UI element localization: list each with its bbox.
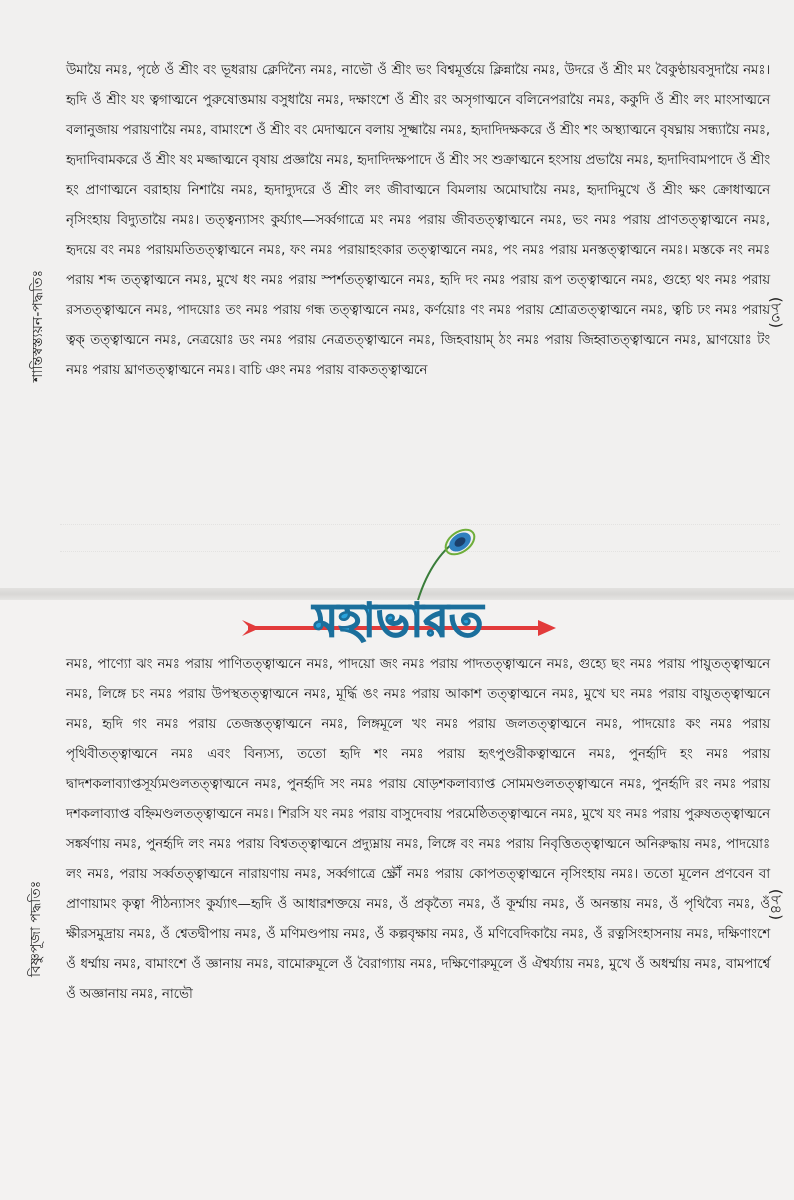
bottom-side-title: বিষ্ণুপূজা পদ্ধতিঃ (28, 880, 44, 977)
bottom-body-text: নমঃ, পাণ্যো ঝং নমঃ পরায় পাণিতত্ত্বাত্মনে নমঃ, পাদয়ো জং নমঃ পরায় পাদতত্ত্বাত্মনে নমঃ, গুহ্যে ছং নমঃ পরায় পায়ুতত্ত্বাত্মনে নমঃ, লিঙ্গে চং নমঃ পরায় উপস্থতত্ত্বাত্মনে নমঃ, মূর্দ্ধি ঙং নমঃ পরায় আকাশ তত্ত্বাত্মনে নমঃ, মুখে ঘং নমঃ পরায় বায়ুতত্ত্বাত্মনে নমঃ, হৃদি গং নমঃ পরায় তেজস্তত্ত্বাত্মনে নমঃ, লিঙ্গমূলে খং নমঃ পরায় জলতত্ত্বাত্মনে নমঃ, পাদয়োঃ কং নমঃ পরায় পৃথিবীতত্ত্বাত্মনে নমঃ এবং বিন্যস্য, ততো হৃদি শং নমঃ পরায় হৃৎপুণ্ডরীকত্বাত্মনে নমঃ, পুনর্হৃদি হং নমঃ পরায় দ্বাদশকলাব্যাপ্তসূর্য্যমণ্ডলতত্ত্বাত্মনে নমঃ, পুনর্হৃদি সং নমঃ পরায় ষোড়শকলাব্যাপ্ত সোমমণ্ডলতত্ত্বাত্মনে নমঃ, পুনর্হৃদি রং নমঃ পরায় দশকলাব্যাপ্ত বহ্নিমণ্ডলতত্ত্বাত্মনে নমঃ। শিরসি যং নমঃ পরায় বাসুদেবায় পরমেষ্ঠিতত্ত্বাত্মনে নমঃ, মুখে যং নমঃ পরায় পুরুষতত্ত্বাত্মনে সঙ্কর্ষণায় নমঃ, পুনর্হৃদি লং নমঃ পরায় বিশ্বতত্ত্বাত্মনে প্রদ্যুম্নায় নমঃ, লিঙ্গে বং নমঃ পরায় নিবৃত্তিতত্ত্বাত্মনে অনিরুদ্ধায় নমঃ, পাদয়োঃ লং নমঃ, পরায় সর্ব্বতত্ত্বাত্মনে নারায়ণায় নমঃ, সর্ব্বগাত্রে ক্ষ্রৌঁ নমঃ পরায় কোপতত্ত্বাত্মনে নৃসিংহায় নমঃ। ততো মূলেন প্রণবেন বা প্রাণায়ামং কৃত্বা পীঠন্যাসং কুর্য্যাৎ—হৃদি ওঁ আধারশক্তয়ে নমঃ, ওঁ প্রকৃত্যৈ নমঃ, ওঁ কূর্ম্মায় নমঃ, ওঁ অনন্তায় নমঃ, ওঁ পৃথিব্যৈ নমঃ, ওঁ ক্ষীরসমুদ্রায় নমঃ, ওঁ শ্বেতদ্বীপায় নমঃ, ওঁ মণিমণ্ডপায় নমঃ, ওঁ কল্পবৃক্ষায় নমঃ, ওঁ মণিবেদিকায়ৈ নমঃ, ওঁ রত্নসিংহাসনায় নমঃ, দক্ষিণাংশে ওঁ ধর্ম্মায় নমঃ, বামাংশে ওঁ জ্ঞানায় নমঃ, বামোরুমূলে ওঁ বৈরাগ্যায় নমঃ, দক্ষিণোরুমূলে ওঁ ঐশ্বর্য্যায় নমঃ, মুখে ওঁ অধর্ম্মায় নমঃ, বামপার্শ্বে ওঁ অজ্ঞানায় নমঃ, নাভৌ (66, 657, 770, 1002)
top-page-number: (৮৩) (766, 296, 785, 329)
top-body-text: উমায়ৈ নমঃ, পৃষ্ঠে ওঁ শ্রীং বং ভূধরায় ক্লেদিন্যৈ নমঃ, নাভৌ ওঁ শ্রীং ভং বিশ্বমূর্ত্তয়ে ক্লিন্নায়ৈ নমঃ, উদরে ওঁ শ্রীং মং বৈকুণ্ঠায়বসুদায়ৈ নমঃ। হৃদি ওঁ শ্রীং যং ত্বগাত্মনে পুরুষোত্তমায় বসুধায়ৈ নমঃ, দক্ষাংশে ওঁ শ্রীং রং অসৃগাত্মনে বলিনেপরায়ৈ নমঃ, ককুদি ওঁ শ্রীং লং মাংসাত্মনে বলানুজায় পরায়ণায়ৈ নমঃ, বামাংশে ওঁ শ্রীং বং মেদাত্মনে বলায় সূক্ষ্মায়ৈ নমঃ, হৃদাদিদক্ষকরে ওঁ শ্রীং শং অস্থ্যাত্মনে বৃষঘ্নায় সন্ধ্যায়ৈ নমঃ, হৃদাদিবামকরে ওঁ শ্রীং ষং মজ্জাত্মনে বৃষায় প্রজ্ঞায়ৈ নমঃ, হৃদাদিদক্ষপাদে ওঁ শ্রীং সং শুক্রাত্মনে হংসায় প্রভায়ৈ নমঃ, হৃদাদিবামপাদে ওঁ শ্রীং হং প্রাণাত্মনে বরাহায় নিশায়ৈ নমঃ, হৃদাদ্যুদরে ওঁ শ্রীং লং জীবাত্মনে বিমলায় অমোঘায়ৈ নমঃ, হৃদাদিমুখে ওঁ শ্রীং ক্ষং ক্রোধাত্মনে নৃসিংহায় বিদ্যুতায়ৈ নমঃ। তত্ত্বন্যাসং কুর্য্যাৎ—সর্ব্বগাত্রে মং নমঃ পরায় জীবতত্ত্বাত্মনে নমঃ, ভং নমঃ পরায় প্রাণতত্ত্বাত্মনে নমঃ, হৃদয়ে বং নমঃ পরায়মতিতত্ত্বাত্মনে নমঃ, ফং নমঃ পরায়াহংকার তত্ত্বাত্মনে নমঃ, পং নমঃ পরায় মনস্তত্ত্বাত্মনে নমঃ। মস্তকে নং নমঃ পরায় শব্দ তত্ত্বাত্মনে নমঃ, মুখে ধং নমঃ পরায় স্পর্শতত্ত্বাত্মনে নমঃ, হৃদি দং নমঃ পরায় রূপ তত্ত্বাত্মনে নমঃ, গুহ্যে থং নমঃ পরায় রসতত্ত্বাত্মনে নমঃ, পাদয়োঃ তং নমঃ পরায় গন্ধ তত্ত্বাত্মনে নমঃ, কর্ণয়োঃ ণং নমঃ পরায় শ্রোত্রতত্ত্বাত্মনে নমঃ, ত্বচি ঢং নমঃ পরায় ত্বক্ তত্ত্বাত্মনে নমঃ, নেত্রয়োঃ ডং নমঃ পরায় নেত্রতত্ত্বাত্মনে নমঃ, জিহবায়াম্ ঠং নমঃ পরায় জিহ্বাতত্ত্বাত্মনে নমঃ, ঘ্রাণয়োঃ টং নমঃ পরায় ঘ্রাণতত্ত্বাত্মনে নমঃ। বাচি ঞং নমঃ পরায় বাকতত্ত্বাত্মনে (66, 63, 770, 378)
watermark-logo-graphic (238, 528, 558, 648)
watermark-logo (238, 528, 558, 648)
ghost-line (60, 498, 780, 525)
bottom-page-number: (৮৪) (766, 888, 785, 921)
peacock-feather-icon (418, 528, 479, 600)
top-side-title: শান্তিস্বস্ত্যয়ন-পদ্ধতিঃ (30, 269, 46, 382)
watermark-text: মহাভারত (312, 593, 484, 647)
